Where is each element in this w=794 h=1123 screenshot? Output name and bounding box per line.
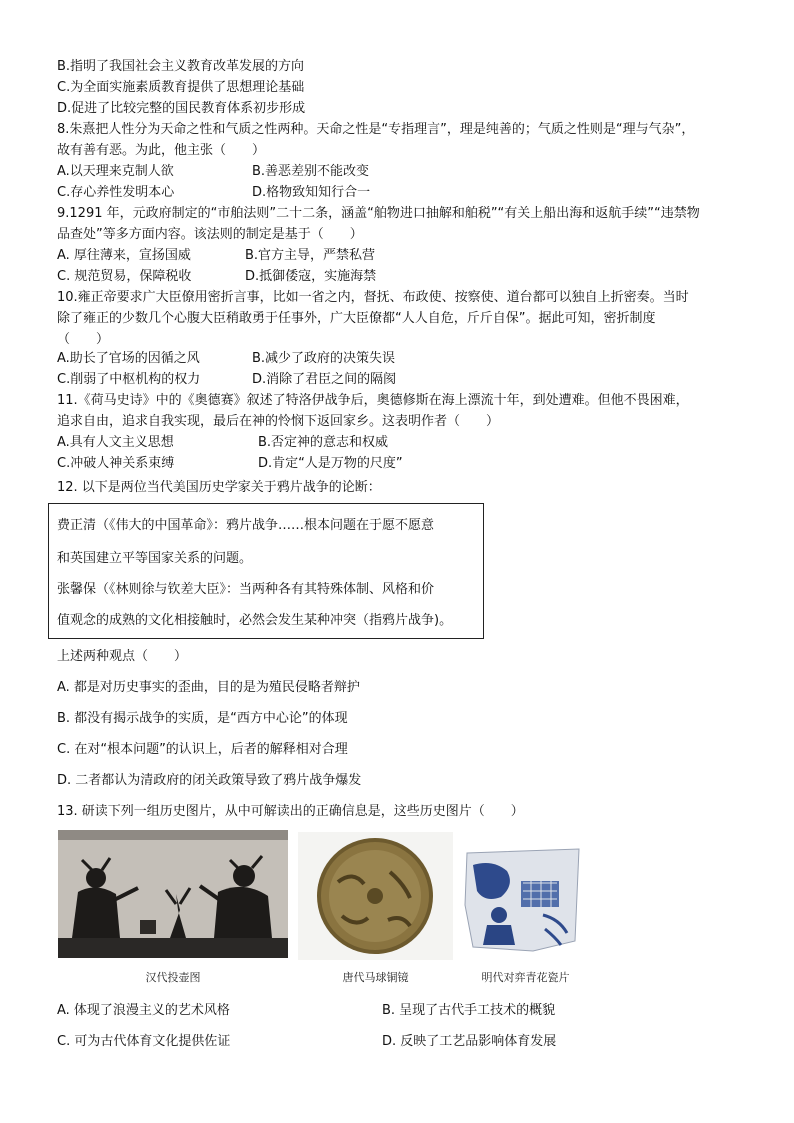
q8-stem-line1: 8.朱熹把人性分为天命之性和气质之性两种。天命之性是“专指理言”，理是纯善的；气质之性则是“理与气杂”， bbox=[57, 122, 695, 137]
q10-stem-line3: （ ） bbox=[57, 332, 110, 347]
q9-option-b: B.官方主导，严禁私营 bbox=[245, 248, 376, 263]
q13-option-c: C. 可为古代体育文化提供佐证 bbox=[57, 1034, 231, 1049]
q10-stem-line2: 除了雍正的少数几个心腹大臣稍敢勇于任事外，广大臣僚都“人人自危，斤斤自保”。据此可知，密折制度 bbox=[57, 311, 656, 326]
q11-option-b: B.否定神的意志和权威 bbox=[258, 435, 389, 450]
caption-ming-porcelain: 明代对弈青花瓷片 bbox=[481, 971, 570, 984]
q8-option-a: A.以天理来克制人欲 bbox=[57, 164, 174, 179]
q11-stem-line1: 11.《荷马史诗》中的《奥德赛》叙述了特洛伊战争后，奥德修斯在海上漂流十年，到处遭难。但他不畏困难， bbox=[57, 393, 689, 408]
q13-option-a: A. 体现了浪漫主义的艺术风格 bbox=[57, 1003, 230, 1018]
q10-option-d: D.消除了君臣之间的隔阂 bbox=[252, 372, 397, 387]
han-touhu-image bbox=[58, 830, 288, 958]
q8-option-b: B.善恶差别不能改变 bbox=[252, 164, 370, 179]
q9-stem-line1: 9.1291 年，元政府制定的“市舶法则”二十二条，涵盖“舶物进口抽解和舶税”“有关上船出海和返航手续”“违禁物 bbox=[57, 206, 700, 221]
q13-stem: 13. 研读下列一组历史图片，从中可解读出的正确信息是，这些历史图片（ ） bbox=[57, 804, 524, 819]
q9-option-d: D.抵御倭寇，实施海禁 bbox=[245, 269, 377, 284]
quote-chang-line2: 值观念的成熟的文化相接触时，必然会发生某种冲突（指鸦片战争)。 bbox=[57, 613, 453, 628]
q7-option-c: C.为全面实施素质教育提供了思想理论基础 bbox=[57, 80, 305, 95]
q11-option-d: D.肯定“人是万物的尺度” bbox=[258, 456, 403, 471]
q12-option-d: D. 二者都认为清政府的闭关政策导致了鸦片战争爆发 bbox=[57, 773, 362, 788]
q9-option-c: C. 规范贸易，保障税收 bbox=[57, 269, 192, 284]
q8-option-c: C.存心养性发明本心 bbox=[57, 185, 175, 200]
q11-option-c: C.冲破人神关系束缚 bbox=[57, 456, 175, 471]
q12-option-a: A. 都是对历史事实的歪曲，目的是为殖民侵略者辩护 bbox=[57, 680, 360, 695]
tang-polo-mirror-image bbox=[298, 832, 453, 960]
caption-han-touhu: 汉代投壶图 bbox=[145, 971, 201, 984]
q11-stem-line2: 追求自由，追求自我实现，最后在神的怜悯下返回家乡。这表明作者（ ） bbox=[57, 414, 500, 429]
caption-tang-mirror: 唐代马球铜镜 bbox=[342, 971, 409, 984]
q7-option-b: B.指明了我国社会主义教育改革发展的方向 bbox=[57, 59, 305, 74]
q10-option-a: A.助长了官场的因循之风 bbox=[57, 351, 200, 366]
q12-option-c: C. 在对“根本问题”的认识上，后者的解释相对合理 bbox=[57, 742, 348, 757]
q12-option-b: B. 都没有揭示战争的实质，是“西方中心论”的体现 bbox=[57, 711, 348, 726]
q13-option-d: D. 反映了工艺品影响体育发展 bbox=[382, 1034, 557, 1049]
q11-option-a: A.具有人文主义思想 bbox=[57, 435, 174, 450]
q9-stem-line2: 品查处”等多方面内容。该法则的制定是基于（ ） bbox=[57, 227, 363, 242]
q7-option-d: D.促进了比较完整的国民教育体系初步形成 bbox=[57, 101, 306, 116]
q12-stem: 12. 以下是两位当代美国历史学家关于鸦片战争的论断： bbox=[57, 480, 381, 495]
ming-porcelain-shard-image bbox=[463, 845, 583, 955]
q8-option-d: D.格物致知知行合一 bbox=[252, 185, 371, 200]
q12-quote-box bbox=[48, 503, 484, 639]
q12-question: 上述两种观点（ ） bbox=[57, 649, 188, 664]
q9-option-a: A. 厚往薄来，宣扬国威 bbox=[57, 248, 191, 263]
q8-stem-line2: 故有善有恶。为此，他主张（ ） bbox=[57, 143, 266, 158]
quote-fairbank-line1: 费正清（《伟大的中国革命》：鸦片战争……根本问题在于愿不愿意 bbox=[57, 518, 435, 533]
quote-fairbank-line2: 和英国建立平等国家关系的问题。 bbox=[57, 551, 253, 566]
q10-option-c: C.削弱了中枢机构的权力 bbox=[57, 372, 201, 387]
q10-stem-line1: 10.雍正帝要求广大臣僚用密折言事，比如一省之内，督抚、布政使、按察使、道台都可以独自上折密奏。当时 bbox=[57, 290, 689, 305]
q10-option-b: B.减少了政府的决策失误 bbox=[252, 351, 396, 366]
quote-chang-line1: 张馨保（《林则徐与钦差大臣》：当两种各有其特殊体制、风格和价 bbox=[57, 582, 435, 597]
q13-option-b: B. 呈现了古代手工技术的概貌 bbox=[382, 1003, 556, 1018]
